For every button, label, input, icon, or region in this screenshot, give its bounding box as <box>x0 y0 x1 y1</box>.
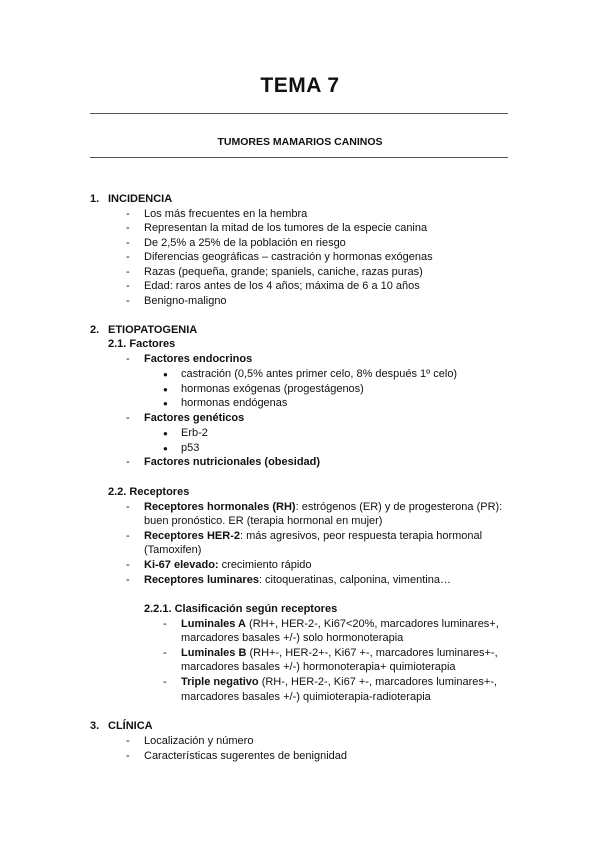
list-item: Características sugerentes de benignidad <box>144 750 348 762</box>
dash-icon: - <box>126 208 130 220</box>
luminales-a-line <box>181 617 499 632</box>
receptores-rh-label: Receptores hormonales (RH) <box>144 501 296 513</box>
page-title: TEMA 7 <box>260 74 340 97</box>
page-subtitle: TUMORES MAMARIOS CANINOS <box>217 136 383 148</box>
list-item: Localización y número <box>144 735 254 747</box>
list-item: Representan la mitad de los tumores de la especie canina <box>144 222 428 234</box>
section-number: 2. <box>90 324 100 336</box>
receptores-her2-line <box>144 529 482 544</box>
dash-icon: - <box>126 574 130 586</box>
receptores-her2-text: : más agresivos, peor respuesta terapia hormonal <box>239 530 483 542</box>
bullet-icon: ● <box>163 370 168 379</box>
list-item: De 2,5% a 25% de la población en riesgo <box>144 237 346 249</box>
list-item: Edad: raros antes de los 4 años; máxima de 6 a 10 años <box>144 280 420 292</box>
luminales-a-label: Luminales A <box>181 618 246 630</box>
dash-icon: - <box>126 280 130 292</box>
factores-nutricionales-label: Factores nutricionales (obesidad) <box>144 456 321 468</box>
section-heading-incidencia: INCIDENCIA <box>108 193 173 205</box>
list-item: Benigno-maligno <box>144 295 227 307</box>
dash-icon: - <box>126 353 130 365</box>
receptores-luminares-line <box>144 573 451 588</box>
title-divider-top <box>90 113 508 114</box>
section-heading-clinica: CLÍNICA <box>108 720 153 732</box>
dash-icon: - <box>126 750 130 762</box>
dash-icon: - <box>126 237 130 249</box>
dash-icon: - <box>126 559 130 571</box>
list-item: Razas (pequeña, grande; spaniels, caniche, razas puras) <box>144 266 423 278</box>
triple-negativo-line <box>181 675 497 690</box>
dash-icon: - <box>126 295 130 307</box>
subsection-heading-factores: 2.1. Factores <box>108 338 176 350</box>
ki67-label: Ki-67 elevado: <box>144 559 219 571</box>
bullet-icon: ● <box>163 444 168 453</box>
receptores-rh-text: : estrógenos (ER) y de progesterona (PR): <box>295 501 503 513</box>
list-item: p53 <box>181 442 200 454</box>
luminales-b-text-cont: marcadores basales +/-) hormonoterapia+ quimioterapia <box>181 661 456 673</box>
dash-icon: - <box>126 266 130 278</box>
receptores-luminares-text: : citoqueratinas, calponina, vimentina… <box>258 574 451 586</box>
ki67-line <box>144 558 312 573</box>
luminales-b-line <box>181 646 498 661</box>
dash-icon: - <box>126 501 130 513</box>
subsection-heading-receptores: 2.2. Receptores <box>108 486 190 498</box>
dash-icon: - <box>126 251 130 263</box>
receptores-luminares-label: Receptores luminares <box>144 574 259 586</box>
factores-geneticos-label: Factores genéticos <box>144 412 245 424</box>
section-number: 3. <box>90 720 100 732</box>
bullet-icon: ● <box>163 399 168 408</box>
dash-icon: - <box>126 735 130 747</box>
triple-negativo-text: (RH-, HER-2-, Ki67 +-, marcadores luminares+-, <box>258 676 498 688</box>
list-item: Erb-2 <box>181 427 208 439</box>
subsubsection-heading-clasificacion: 2.2.1. Clasificación según receptores <box>144 603 338 615</box>
dash-icon: - <box>163 647 167 659</box>
list-item: hormonas endógenas <box>181 397 288 409</box>
luminales-a-text-cont: marcadores basales +/-) solo hormonoterapia <box>181 632 404 644</box>
section-heading-etiopatogenia: ETIOPATOGENIA <box>108 324 198 336</box>
dash-icon: - <box>163 618 167 630</box>
section-number: 1. <box>90 193 100 205</box>
bullet-icon: ● <box>163 429 168 438</box>
receptores-rh-line <box>144 500 502 515</box>
list-item: hormonas exógenas (progestágenos) <box>181 383 364 395</box>
dash-icon: - <box>163 676 167 688</box>
title-divider-bottom <box>90 157 508 158</box>
factores-endocrinos-label: Factores endocrinos <box>144 353 253 365</box>
receptores-her2-label: Receptores HER-2 <box>144 530 240 542</box>
receptores-rh-text-cont: buen pronóstico. ER (terapia hormonal en mujer) <box>144 515 383 527</box>
triple-negativo-label: Triple negativo <box>181 676 259 688</box>
receptores-her2-text-cont: (Tamoxifen) <box>144 544 202 556</box>
dash-icon: - <box>126 456 130 468</box>
list-item: Los más frecuentes en la hembra <box>144 208 308 220</box>
luminales-b-text: (RH+-, HER-2+-, Ki67 +-, marcadores luminares+-, <box>246 647 498 659</box>
dash-icon: - <box>126 530 130 542</box>
list-item: castración (0,5% antes primer celo, 8% después 1º celo) <box>181 368 458 380</box>
luminales-a-text: (RH+, HER-2-, Ki67<20%, marcadores luminares+, <box>246 618 499 630</box>
dash-icon: - <box>126 412 130 424</box>
dash-icon: - <box>126 222 130 234</box>
triple-negativo-text-cont: marcadores basales +/-) quimioterapia-radioterapia <box>181 691 431 703</box>
bullet-icon: ● <box>163 385 168 394</box>
ki67-text: crecimiento rápido <box>218 559 312 571</box>
list-item: Diferencias geográficas – castración y hormonas exógenas <box>144 251 433 263</box>
luminales-b-label: Luminales B <box>181 647 247 659</box>
